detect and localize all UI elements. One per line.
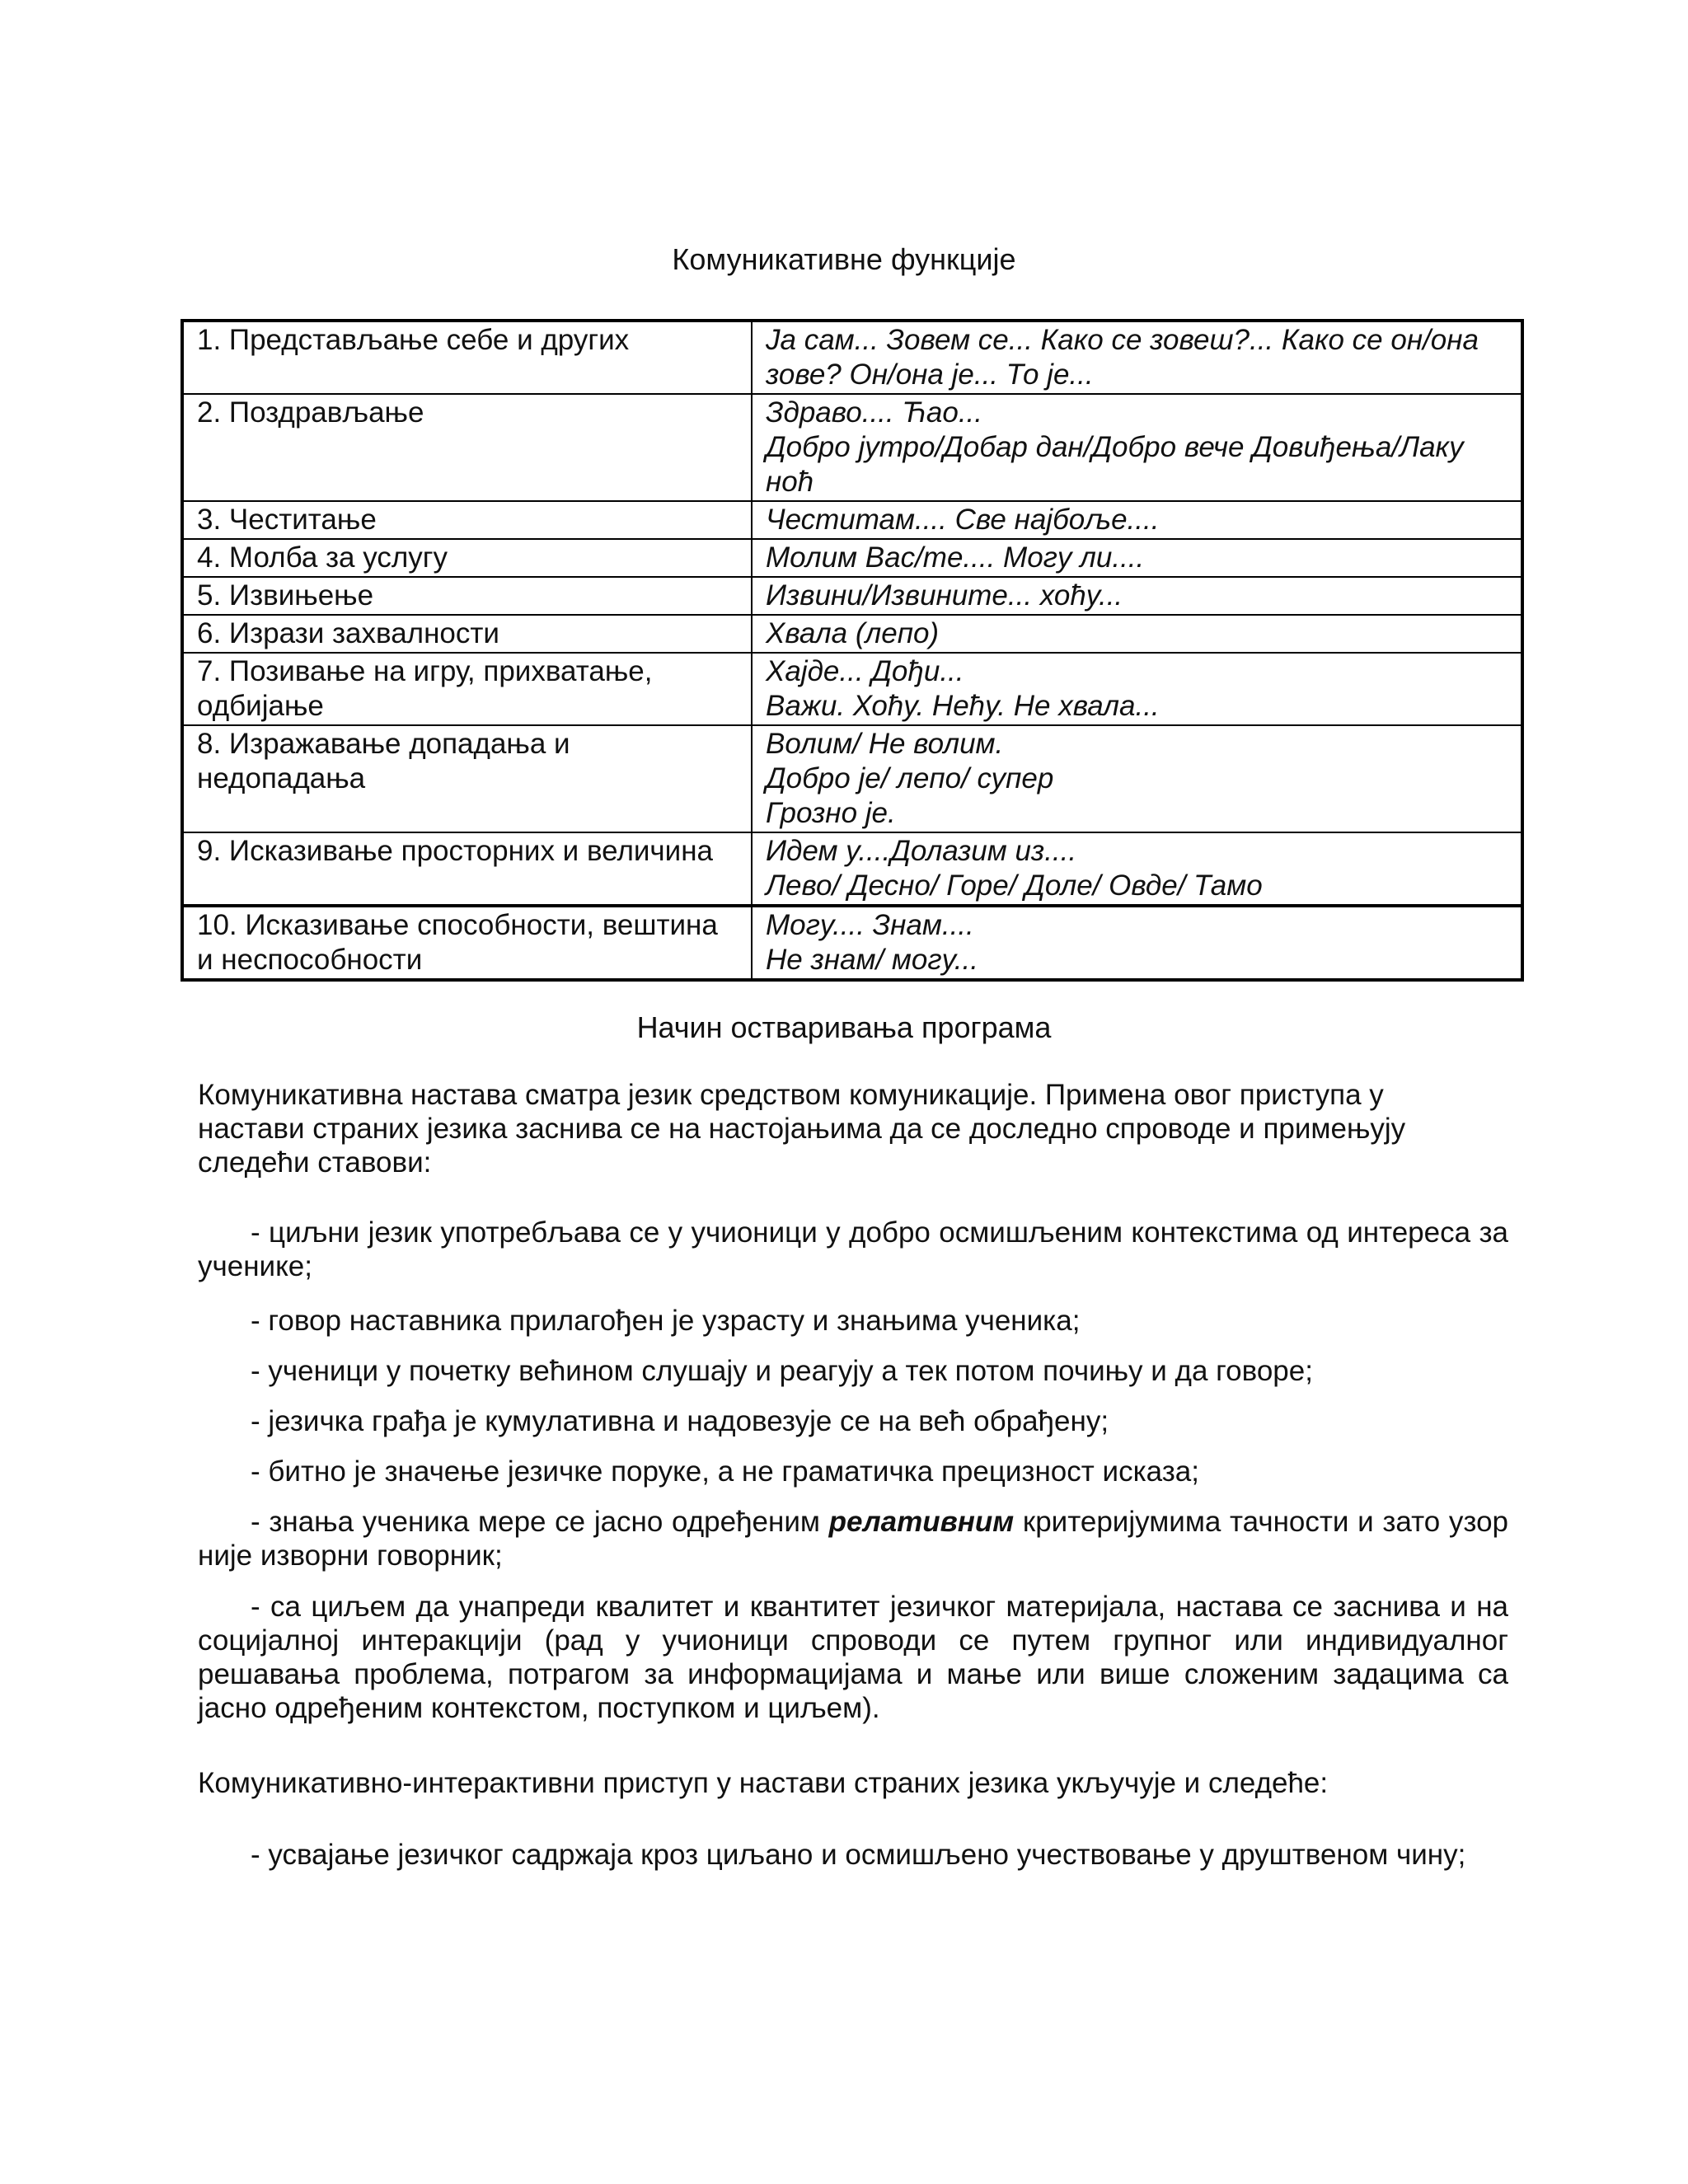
table-row xyxy=(182,394,1522,501)
examples-cell: Волим/ Не волим. Добро је/ лепо/ супер Грозно је. xyxy=(752,725,1522,832)
table-row xyxy=(182,725,1522,832)
table-row xyxy=(182,615,1522,653)
function-cell: 8. Изражавање допадања и недопадања xyxy=(182,725,752,832)
function-cell: 7. Позивање на игру, прихватање, одбијање xyxy=(182,653,752,725)
table-row xyxy=(182,501,1522,539)
function-cell: 2. Поздрављање xyxy=(182,394,752,501)
principle-item: - знања ученика мере се јасно одређеним релативним критеријумима тачности и зато узор није изворни говорник; xyxy=(198,1506,1509,1572)
intro-paragraph: Комуникативна настава сматра језик средством комуникације. Примена овог приступа у настави страних језика заснива се на настојањима да се доследно спроводе и примењују следећи ставови: xyxy=(198,1079,1406,1179)
examples-cell: Честитам.... Све најбоље.... xyxy=(752,501,1522,539)
principle-item: - циљни језик употребљава се у учионици у добро осмишљеним контекстима од интереса за ученике; xyxy=(198,1216,1508,1282)
examples-cell: Молим Вас/те.... Могу ли.... xyxy=(752,539,1522,577)
principle-item: - са циљем да унапреди квалитет и квантитет језичког материјала, настава се заснива и на социјалној интеракцији (рад у учионици спроводи се путем групног или индивидуалног решавања проблема, потрагом за информацијама и мање или више сложеним задацима са јасно одређеним контекстом, поступком и циљем). xyxy=(198,1591,1508,1724)
examples-cell: Идем у....Долазим из.... Лево/ Десно/ Горе/ Доле/ Овде/ Тамо xyxy=(752,832,1522,906)
principle-item: - ученици у почетку већином слушају и реагују а тек потом почињу и да говоре; xyxy=(251,1355,1313,1387)
principle-item: - говор наставника прилагођен је узрасту и знањима ученика; xyxy=(251,1305,1081,1337)
examples-cell: Здраво.... Ћао... Добро јутро/Добар дан/Добро вече Довиђења/Лаку ноћ xyxy=(752,394,1522,501)
examples-cell: Хвала (лепо) xyxy=(752,615,1522,653)
table-row xyxy=(182,321,1522,394)
table-row xyxy=(182,539,1522,577)
examples-cell: Хајде... Дођи... Важи. Хоћу. Нећу. Не хвала... xyxy=(752,653,1522,725)
table-row xyxy=(182,653,1522,725)
heading-program-realization: Начин остваривања програма xyxy=(636,1010,1052,1044)
approach-item: - усвајање језичког садржаја кроз циљано и осмишљено учествовање у друштвеном чину; xyxy=(251,1839,1466,1871)
table-row xyxy=(182,577,1522,615)
table-row xyxy=(182,906,1522,980)
function-cell: 1. Представљање себе и других xyxy=(182,321,752,394)
examples-cell: Извини/Извините... хоћу... xyxy=(752,577,1522,615)
function-cell: 3. Честитање xyxy=(182,501,752,539)
function-cell: 9. Исказивање просторних и величина xyxy=(182,832,752,906)
function-cell: 6. Изрази захвалности xyxy=(182,615,752,653)
function-cell: 5. Извињење xyxy=(182,577,752,615)
examples-cell: Могу.... Знам.... Не знам/ могу... xyxy=(752,906,1522,980)
emphasis-relative: релативним xyxy=(828,1506,1015,1538)
principle-item: - битно је значење језичке поруке, а не граматичка прецизност исказа; xyxy=(251,1455,1199,1488)
heading-communicative-functions: Комуникативне функције xyxy=(672,242,1016,276)
table-row xyxy=(182,832,1522,906)
principle-item: - језичка грађа је кумулативна и надовезује се на већ обрађену; xyxy=(251,1405,1109,1437)
function-cell: 10. Исказивање способности, вештина и неспособности xyxy=(182,906,752,980)
examples-cell: Ја сам... Зовем се... Како се зовеш?... Како се он/она зове? Он/она је... То је... xyxy=(752,321,1522,394)
function-cell: 4. Молба за услугу xyxy=(182,539,752,577)
approach-paragraph: Комуникативно-интерактивни приступ у настави страних језика укључује и следеће: xyxy=(198,1767,1329,1799)
communicative-functions-table xyxy=(181,319,1524,982)
